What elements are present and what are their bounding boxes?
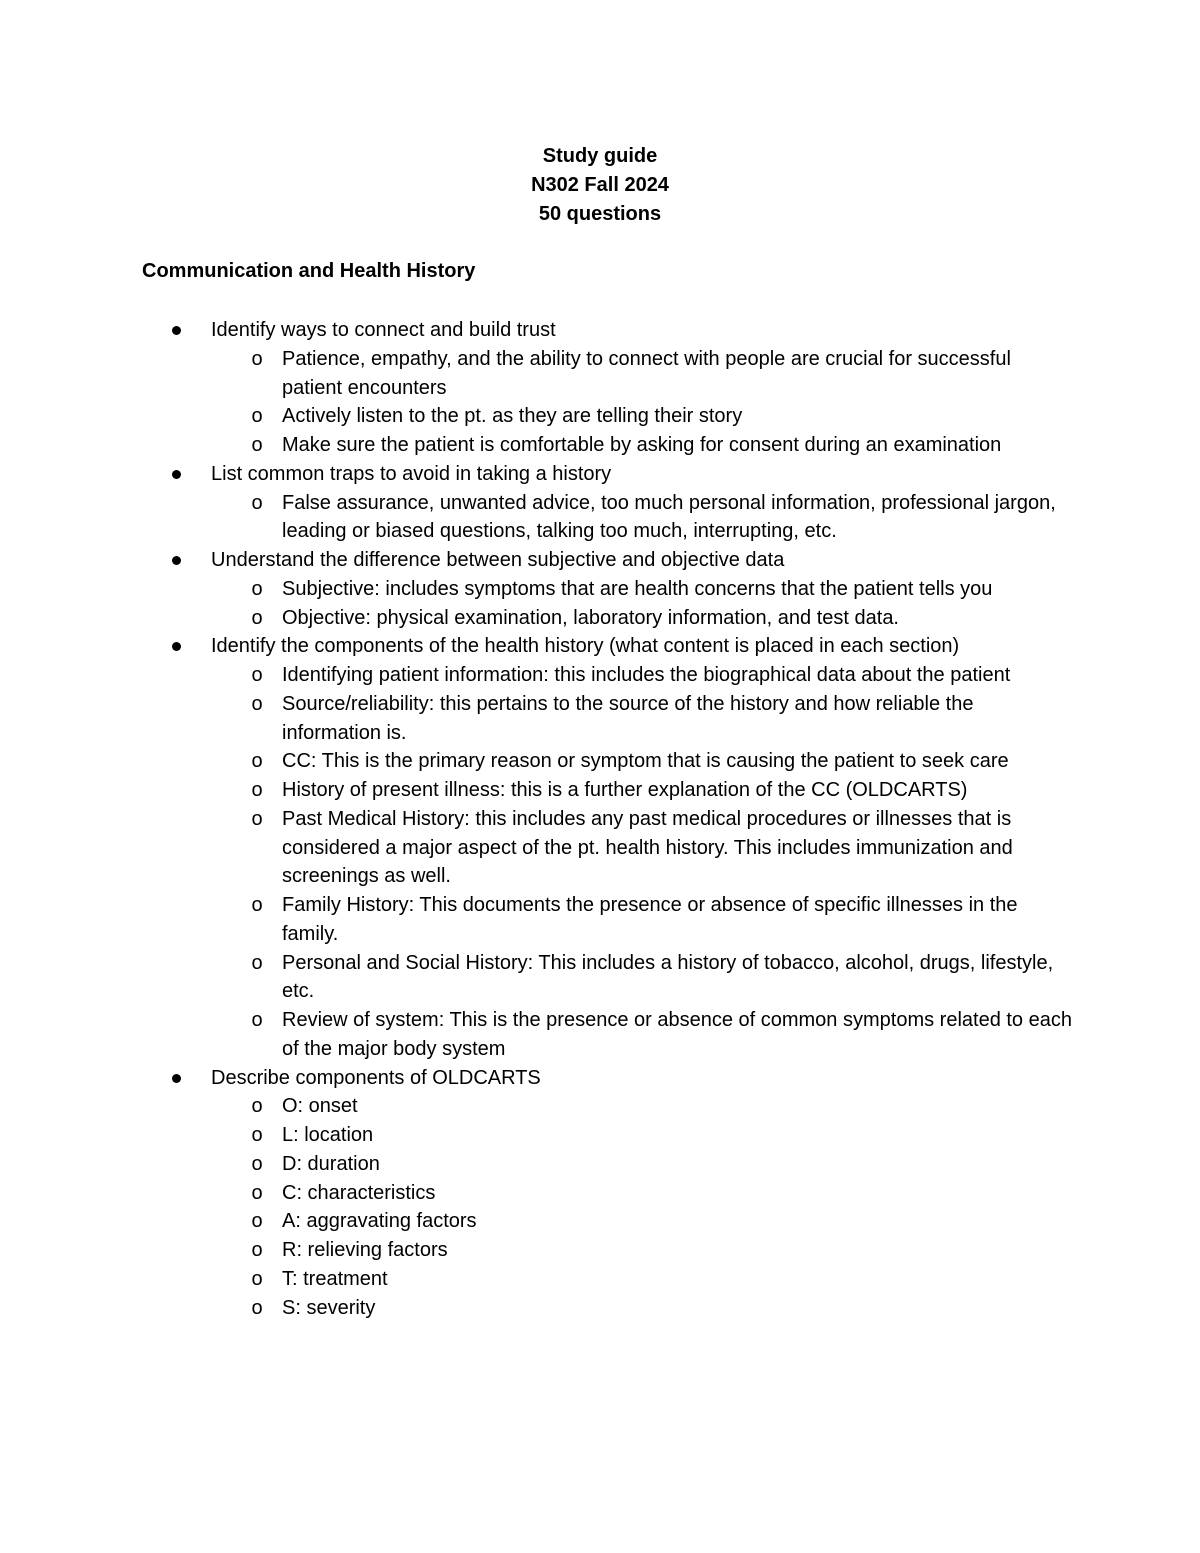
sub-item	[0, 604, 1072, 633]
sub-item	[0, 690, 1072, 748]
bullet-text: Identify the components of the health history (what content is placed in each section)	[211, 635, 960, 658]
sub-text: CC: This is the primary reason or symptom that is causing the patient to seek care	[282, 750, 1009, 773]
sub-item	[0, 345, 1072, 403]
sub-circle-icon: o	[251, 1296, 263, 1319]
sub-circle-icon: o	[251, 1124, 263, 1146]
sub-text: D: duration	[282, 1152, 380, 1175]
header-title: Study guide	[542, 145, 658, 167]
bullet-dot-icon	[172, 642, 181, 651]
sub-item	[0, 1179, 1072, 1208]
header-course: N302 Fall 2024	[531, 174, 669, 196]
sub-text: Actively listen to the pt. as they are telling their story	[282, 405, 743, 428]
sub-item	[0, 575, 1072, 604]
sub-circle-icon: o	[251, 664, 263, 686]
sub-circle-icon: o	[251, 434, 263, 456]
sub-item	[0, 489, 1072, 547]
sub-circle-icon: o	[251, 779, 263, 801]
sub-text: Identifying patient information: this includes the biographical data about the patient	[282, 664, 1011, 686]
sub-text: C: characteristics	[282, 1181, 436, 1204]
sub-item	[0, 431, 1072, 460]
sub-item	[0, 1006, 1072, 1064]
sub-text: History of present illness: this is a further explanation of the CC (OLDCARTS)	[282, 779, 968, 801]
sub-item	[0, 1294, 1072, 1323]
sub-circle-icon: o	[251, 606, 263, 629]
sub-circle-icon: o	[251, 1009, 263, 1031]
document-header	[0, 142, 1200, 229]
sub-item	[0, 1092, 1072, 1121]
sub-circle-icon: o	[251, 1095, 263, 1118]
bullet-dot-icon	[172, 326, 181, 335]
sub-circle-icon: o	[251, 491, 263, 514]
sub-text: R: relieving factors	[282, 1239, 448, 1261]
sub-text: Patience, empathy, and the ability to connect with people are crucial for successful patient encounters	[282, 347, 1011, 399]
sub-text: Objective: physical examination, laboratory information, and test data.	[282, 606, 899, 629]
bullet-item	[0, 1064, 1081, 1093]
sub-item	[0, 1121, 1072, 1150]
sub-circle-icon: o	[251, 807, 263, 830]
sub-text: Past Medical History: this includes any past medical procedures or illnesses that is considered a major aspect of the pt. health history. This includes immunization and screenings as well.	[282, 807, 1013, 888]
bullet-item	[0, 546, 1081, 575]
sub-text: T: treatment	[282, 1267, 388, 1290]
sub-item	[0, 1265, 1072, 1294]
sub-item	[0, 402, 1072, 431]
sub-text: Personal and Social History: This includes a history of tobacco, alcohol, drugs, lifestyle, etc.	[282, 951, 1054, 1003]
sub-text: False assurance, unwanted advice, too much personal information, professional jargon, leading or biased questions, talking too much, interrupting, etc.	[282, 491, 1056, 543]
sub-item	[0, 805, 1072, 891]
sub-item	[0, 661, 1072, 690]
sub-item	[0, 747, 1072, 776]
sub-item	[0, 776, 1072, 805]
bullet-text: Describe components of OLDCARTS	[211, 1066, 541, 1089]
sub-circle-icon: o	[251, 405, 263, 428]
bullet-item	[0, 632, 1081, 661]
study-guide-list	[0, 316, 1200, 1322]
sub-circle-icon: o	[251, 894, 263, 916]
sub-circle-icon: o	[251, 1267, 263, 1290]
sub-item	[0, 1236, 1072, 1265]
sub-text: Subjective: includes symptoms that are health concerns that the patient tells you	[282, 577, 993, 600]
sub-circle-icon: o	[251, 1239, 263, 1261]
sub-text: Review of system: This is the presence or absence of common symptoms related to each of the major body system	[282, 1009, 1072, 1060]
sub-circle-icon: o	[251, 692, 263, 715]
sub-circle-icon: o	[251, 1152, 263, 1175]
header-question-count: 50 questions	[538, 203, 662, 225]
sub-text: S: severity	[282, 1296, 376, 1319]
sub-text: O: onset	[282, 1095, 358, 1118]
sub-circle-icon: o	[251, 750, 263, 773]
sub-item	[0, 1150, 1072, 1179]
sub-item	[0, 891, 1072, 949]
sub-text: L: location	[282, 1124, 374, 1146]
sub-circle-icon: o	[251, 951, 263, 974]
bullet-dot-icon	[172, 556, 181, 565]
sub-circle-icon: o	[251, 1210, 263, 1233]
sub-item	[0, 1207, 1072, 1236]
bullet-item	[0, 460, 1081, 489]
sub-item	[0, 949, 1072, 1007]
bullet-text: Identify ways to connect and build trust	[211, 319, 556, 341]
bullet-item	[0, 316, 1081, 345]
bullet-dot-icon	[172, 1074, 181, 1083]
sub-circle-icon: o	[251, 1181, 263, 1204]
sub-text: Family History: This documents the presence or absence of specific illnesses in the family.	[282, 894, 1018, 945]
sub-text: Source/reliability: this pertains to the source of the history and how reliable the information is.	[282, 692, 974, 744]
sub-circle-icon: o	[251, 347, 263, 370]
bullet-text: List common traps to avoid in taking a history	[211, 462, 612, 485]
bullet-text: Understand the difference between subjective and objective data	[211, 549, 785, 571]
sub-text: Make sure the patient is comfortable by asking for consent during an examination	[282, 434, 1002, 456]
sub-text: A: aggravating factors	[282, 1210, 477, 1233]
bullet-dot-icon	[172, 470, 181, 479]
sub-circle-icon: o	[251, 577, 263, 600]
section-heading: Communication and Health History	[142, 260, 476, 282]
